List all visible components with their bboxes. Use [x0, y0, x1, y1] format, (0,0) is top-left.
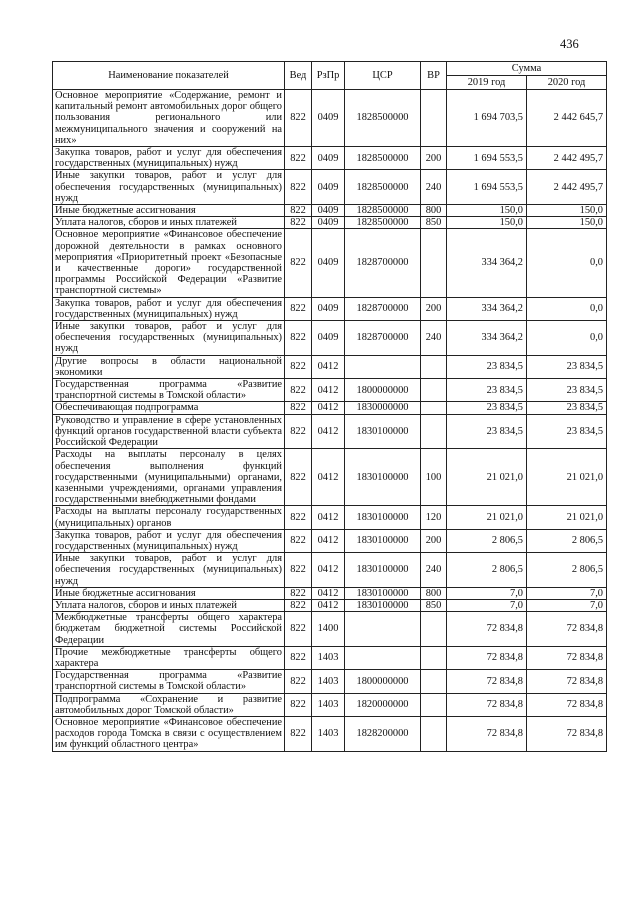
row-name: Иные закупки товаров, работ и услуг для обеспечения государственных (муниципальных) нужд [53, 321, 285, 356]
row-csr: 1800000000 [345, 670, 421, 693]
row-vr: 800 [421, 587, 447, 599]
row-csr: 1828500000 [345, 217, 421, 229]
table-row [53, 529, 607, 552]
row-csr: 1828500000 [345, 205, 421, 217]
row-sum-2019: 72 834,8 [447, 693, 527, 716]
page-number: 436 [560, 37, 579, 51]
row-ved: 822 [285, 355, 312, 378]
row-rzpr: 0412 [312, 506, 345, 529]
row-sum-2019: 1 694 703,5 [447, 90, 527, 147]
table-row [53, 693, 607, 716]
row-ved: 822 [285, 205, 312, 217]
table-row [53, 321, 607, 356]
header-2020: 2020 год [527, 76, 607, 90]
row-ved: 822 [285, 170, 312, 205]
row-sum-2020: 21 021,0 [527, 449, 607, 506]
row-name: Расходы на выплаты персоналу государственных (муниципальных) органов [53, 506, 285, 529]
row-ved: 822 [285, 693, 312, 716]
row-sum-2020: 23 834,5 [527, 355, 607, 378]
table-row [53, 205, 607, 217]
row-ved: 822 [285, 90, 312, 147]
row-ved: 822 [285, 321, 312, 356]
row-csr: 1828500000 [345, 170, 421, 205]
row-vr: 120 [421, 506, 447, 529]
row-sum-2020: 72 834,8 [527, 612, 607, 647]
row-name: Расходы на выплаты персоналу в целях обеспечения выполнения функций государственными (муниципальными) органами, казенными учреждениями, органами управления государственными внебюджетными фондами [53, 449, 285, 506]
row-sum-2020: 0,0 [527, 321, 607, 356]
row-sum-2019: 72 834,8 [447, 646, 527, 669]
row-sum-2020: 150,0 [527, 217, 607, 229]
table-row [53, 414, 607, 449]
row-sum-2020: 72 834,8 [527, 693, 607, 716]
row-name: Закупка товаров, работ и услуг для обеспечения государственных (муниципальных) нужд [53, 297, 285, 320]
row-csr: 1830100000 [345, 506, 421, 529]
row-csr: 1830100000 [345, 529, 421, 552]
row-name: Уплата налогов, сборов и иных платежей [53, 599, 285, 611]
table-row [53, 587, 607, 599]
header-row [53, 62, 607, 76]
row-sum-2020: 21 021,0 [527, 506, 607, 529]
row-vr [421, 90, 447, 147]
table-row [53, 506, 607, 529]
row-sum-2020: 0,0 [527, 229, 607, 297]
row-rzpr: 0412 [312, 587, 345, 599]
table-row [53, 449, 607, 506]
row-rzpr: 0409 [312, 90, 345, 147]
row-csr: 1828500000 [345, 147, 421, 170]
row-name: Уплата налогов, сборов и иных платежей [53, 217, 285, 229]
row-sum-2020: 2 806,5 [527, 529, 607, 552]
row-ved: 822 [285, 587, 312, 599]
row-vr [421, 612, 447, 647]
row-vr [421, 716, 447, 751]
table-body [53, 90, 607, 752]
row-vr: 850 [421, 217, 447, 229]
row-rzpr: 0412 [312, 379, 345, 402]
table-row [53, 599, 607, 611]
budget-table [52, 61, 607, 752]
row-sum-2019: 1 694 553,5 [447, 170, 527, 205]
row-vr: 800 [421, 205, 447, 217]
row-ved: 822 [285, 716, 312, 751]
row-vr [421, 646, 447, 669]
row-ved: 822 [285, 599, 312, 611]
row-rzpr: 0409 [312, 205, 345, 217]
row-rzpr: 0409 [312, 170, 345, 205]
row-sum-2019: 334 364,2 [447, 229, 527, 297]
row-name: Закупка товаров, работ и услуг для обеспечения государственных (муниципальных) нужд [53, 147, 285, 170]
table-row [53, 612, 607, 647]
row-rzpr: 0412 [312, 355, 345, 378]
table-row [53, 217, 607, 229]
row-rzpr: 1403 [312, 716, 345, 751]
row-ved: 822 [285, 646, 312, 669]
row-sum-2019: 7,0 [447, 587, 527, 599]
header-2019: 2019 год [447, 76, 527, 90]
row-ved: 822 [285, 217, 312, 229]
header-sum: Сумма [447, 62, 607, 76]
row-vr: 200 [421, 147, 447, 170]
row-sum-2019: 23 834,5 [447, 379, 527, 402]
row-vr [421, 379, 447, 402]
table-row [53, 716, 607, 751]
row-sum-2019: 23 834,5 [447, 414, 527, 449]
table-row [53, 355, 607, 378]
row-vr: 200 [421, 529, 447, 552]
row-rzpr: 0412 [312, 553, 345, 588]
row-sum-2020: 72 834,8 [527, 646, 607, 669]
row-csr: 1800000000 [345, 379, 421, 402]
header-vr: ВР [421, 62, 447, 90]
row-name: Государственная программа «Развитие транспортной системы в Томской области» [53, 670, 285, 693]
row-rzpr: 0412 [312, 529, 345, 552]
row-name: Обеспечивающая подпрограмма [53, 402, 285, 414]
row-rzpr: 0409 [312, 229, 345, 297]
row-sum-2019: 72 834,8 [447, 716, 527, 751]
row-sum-2019: 21 021,0 [447, 449, 527, 506]
header-rzpr: РзПр [312, 62, 345, 90]
row-ved: 822 [285, 297, 312, 320]
row-sum-2020: 2 806,5 [527, 553, 607, 588]
row-csr [345, 646, 421, 669]
table-row [53, 379, 607, 402]
row-csr: 1830100000 [345, 449, 421, 506]
table-row [53, 90, 607, 147]
row-csr: 1830100000 [345, 599, 421, 611]
row-rzpr: 0412 [312, 449, 345, 506]
row-ved: 822 [285, 529, 312, 552]
row-name: Руководство и управление в сфере установленных функций органов государственной власти субъекта Российской Федерации [53, 414, 285, 449]
row-rzpr: 1403 [312, 693, 345, 716]
row-csr [345, 355, 421, 378]
row-name: Иные бюджетные ассигнования [53, 205, 285, 217]
row-sum-2019: 72 834,8 [447, 612, 527, 647]
row-ved: 822 [285, 553, 312, 588]
row-csr: 1830100000 [345, 553, 421, 588]
row-rzpr: 0409 [312, 217, 345, 229]
row-sum-2020: 7,0 [527, 587, 607, 599]
row-name: Прочие межбюджетные трансферты общего характера [53, 646, 285, 669]
table-row [53, 646, 607, 669]
table-row [53, 147, 607, 170]
table-row [53, 170, 607, 205]
header-csr: ЦСР [345, 62, 421, 90]
row-csr: 1828700000 [345, 321, 421, 356]
row-sum-2020: 150,0 [527, 205, 607, 217]
table-row [53, 670, 607, 693]
row-ved: 822 [285, 414, 312, 449]
row-sum-2020: 0,0 [527, 297, 607, 320]
row-vr [421, 355, 447, 378]
row-rzpr: 1403 [312, 646, 345, 669]
row-sum-2020: 23 834,5 [527, 402, 607, 414]
row-name: Основное мероприятие «Содержание, ремонт и капитальный ремонт автомобильных дорог общего пользования регионального или межмуниципального значения и сооружений на них» [53, 90, 285, 147]
row-sum-2020: 72 834,8 [527, 670, 607, 693]
row-sum-2020: 23 834,5 [527, 379, 607, 402]
row-rzpr: 0409 [312, 147, 345, 170]
row-rzpr: 0409 [312, 321, 345, 356]
row-rzpr: 0412 [312, 402, 345, 414]
row-name: Иные закупки товаров, работ и услуг для обеспечения государственных (муниципальных) нужд [53, 553, 285, 588]
row-sum-2019: 23 834,5 [447, 355, 527, 378]
row-name: Основное мероприятие «Финансовое обеспечение дорожной деятельности в рамках основного мероприятия «Приоритетный проект «Безопасные и качественные дороги» государственной программы Российской Федерации «Развитие транспортной системы» [53, 229, 285, 297]
row-name: Межбюджетные трансферты общего характера бюджетам бюджетной системы Российской Федерации [53, 612, 285, 647]
row-sum-2019: 334 364,2 [447, 321, 527, 356]
row-vr [421, 414, 447, 449]
row-name: Иные бюджетные ассигнования [53, 587, 285, 599]
row-vr: 850 [421, 599, 447, 611]
table-row [53, 553, 607, 588]
row-vr [421, 670, 447, 693]
row-csr: 1828700000 [345, 229, 421, 297]
row-name: Закупка товаров, работ и услуг для обеспечения государственных (муниципальных) нужд [53, 529, 285, 552]
row-vr: 240 [421, 321, 447, 356]
row-rzpr: 0412 [312, 599, 345, 611]
row-name: Подпрограмма «Сохранение и развитие автомобильных дорог Томской области» [53, 693, 285, 716]
table-row [53, 402, 607, 414]
row-sum-2020: 2 442 495,7 [527, 170, 607, 205]
row-sum-2020: 2 442 495,7 [527, 147, 607, 170]
row-csr: 1820000000 [345, 693, 421, 716]
row-ved: 822 [285, 449, 312, 506]
row-csr: 1828700000 [345, 297, 421, 320]
row-csr: 1830100000 [345, 587, 421, 599]
row-sum-2019: 334 364,2 [447, 297, 527, 320]
row-ved: 822 [285, 229, 312, 297]
row-name: Государственная программа «Развитие транспортной системы в Томской области» [53, 379, 285, 402]
row-vr [421, 229, 447, 297]
header-ved: Вед [285, 62, 312, 90]
row-sum-2019: 21 021,0 [447, 506, 527, 529]
row-sum-2019: 150,0 [447, 217, 527, 229]
row-sum-2019: 72 834,8 [447, 670, 527, 693]
row-rzpr: 1403 [312, 670, 345, 693]
row-name: Основное мероприятие «Финансовое обеспечение расходов города Томска в связи с осуществлением им функций областного центра» [53, 716, 285, 751]
row-csr [345, 612, 421, 647]
row-name: Иные закупки товаров, работ и услуг для обеспечения государственных (муниципальных) нужд [53, 170, 285, 205]
row-sum-2020: 72 834,8 [527, 716, 607, 751]
row-csr: 1830000000 [345, 402, 421, 414]
row-ved: 822 [285, 402, 312, 414]
row-vr: 200 [421, 297, 447, 320]
row-csr: 1828500000 [345, 90, 421, 147]
table-row [53, 297, 607, 320]
row-sum-2020: 2 442 645,7 [527, 90, 607, 147]
row-vr [421, 693, 447, 716]
row-csr: 1828200000 [345, 716, 421, 751]
row-rzpr: 1400 [312, 612, 345, 647]
row-sum-2019: 23 834,5 [447, 402, 527, 414]
table-row [53, 229, 607, 297]
row-rzpr: 0409 [312, 297, 345, 320]
row-sum-2020: 23 834,5 [527, 414, 607, 449]
header-name: Наименование показателей [53, 62, 285, 90]
row-sum-2019: 7,0 [447, 599, 527, 611]
row-name: Другие вопросы в области национальной экономики [53, 355, 285, 378]
row-vr: 240 [421, 553, 447, 588]
row-vr: 240 [421, 170, 447, 205]
row-sum-2019: 1 694 553,5 [447, 147, 527, 170]
row-ved: 822 [285, 670, 312, 693]
row-ved: 822 [285, 612, 312, 647]
row-ved: 822 [285, 147, 312, 170]
row-csr: 1830100000 [345, 414, 421, 449]
row-vr [421, 402, 447, 414]
row-sum-2020: 7,0 [527, 599, 607, 611]
row-rzpr: 0412 [312, 414, 345, 449]
row-sum-2019: 150,0 [447, 205, 527, 217]
row-sum-2019: 2 806,5 [447, 553, 527, 588]
row-ved: 822 [285, 379, 312, 402]
row-sum-2019: 2 806,5 [447, 529, 527, 552]
row-ved: 822 [285, 506, 312, 529]
row-vr: 100 [421, 449, 447, 506]
